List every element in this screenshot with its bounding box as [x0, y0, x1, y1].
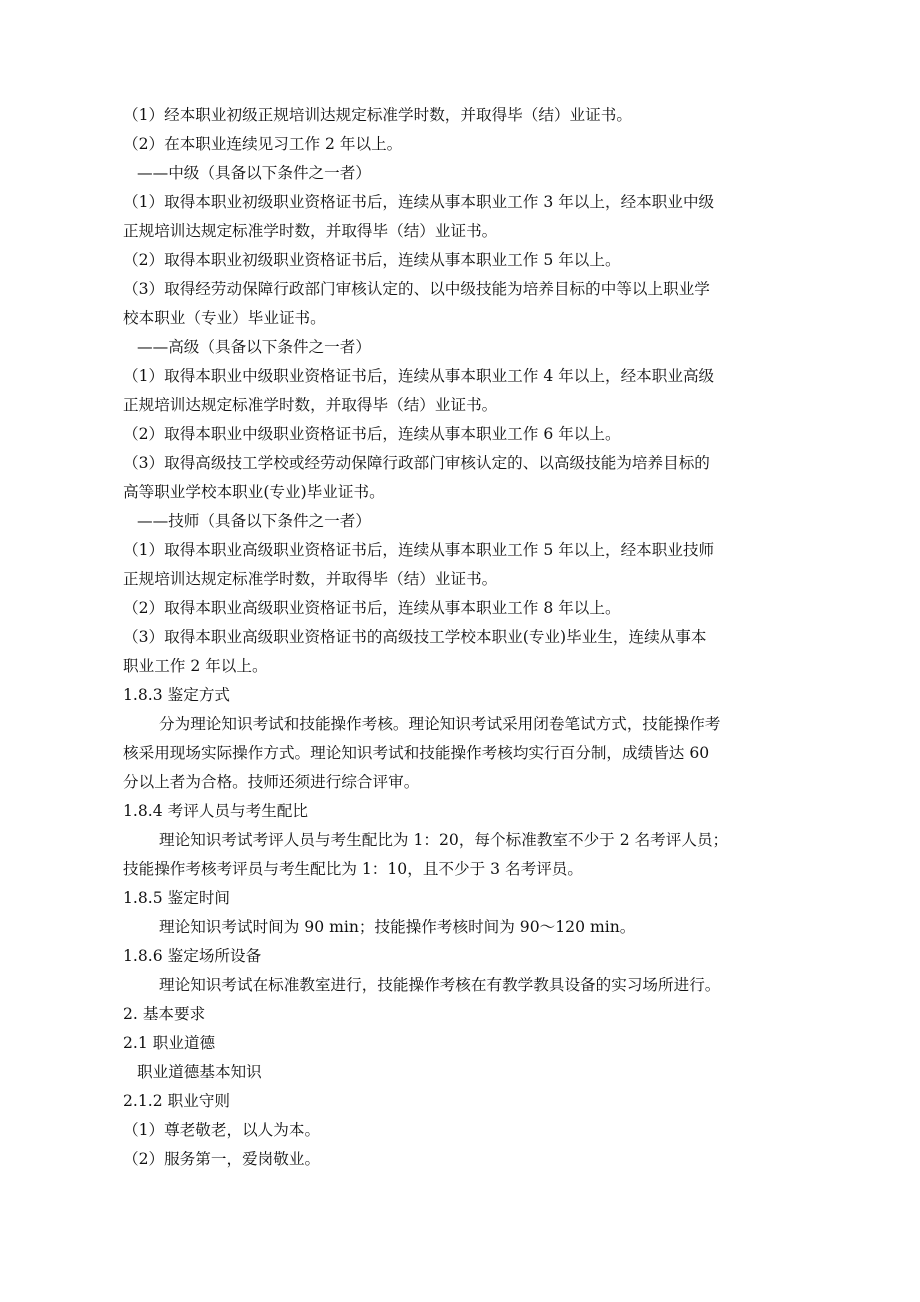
- section-heading-2-1: 2.1 职业道德: [123, 1034, 216, 1052]
- paragraph-line: 技能操作考核考评员与考生配比为 1：10，且不少于 3 名考评员。: [123, 860, 583, 878]
- paragraph-line: （1）经本职业初级正规培训达规定标准学时数，并取得毕（结）业证书。: [123, 106, 632, 124]
- paragraph-line: 正规培训达规定标准学时数，并取得毕（结）业证书。: [123, 396, 498, 414]
- paragraph-line: 理论知识考试在标准教室进行，技能操作考核在有教学教具设备的实习场所进行。: [159, 976, 721, 994]
- paragraph-line: 理论知识考试时间为 90 min；技能操作考核时间为 90～120 min。: [159, 918, 636, 936]
- paragraph-line: 校本职业（专业）毕业证书。: [123, 309, 326, 327]
- paragraph-line: 正规培训达规定标准学时数，并取得毕（结）业证书。: [123, 222, 498, 240]
- paragraph-line: 正规培训达规定标准学时数，并取得毕（结）业证书。: [123, 570, 498, 588]
- section-heading-2: 2. 基本要求: [123, 1005, 206, 1023]
- paragraph-line: 核采用现场实际操作方式。理论知识考试和技能操作考核均实行百分制，成绩皆达 60: [123, 744, 710, 762]
- subsection-title-ethics-basics: 职业道德基本知识: [137, 1063, 262, 1081]
- paragraph-line: （2）服务第一，爱岗敬业。: [123, 1150, 321, 1168]
- paragraph-line: 理论知识考试考评人员与考生配比为 1：20，每个标准教室不少于 2 名考评人员；: [159, 831, 729, 849]
- paragraph-line: 高等职业学校本职业(专业)毕业证书。: [123, 483, 385, 501]
- paragraph-line: 分为理论知识考试和技能操作考核。理论知识考试采用闭卷笔试方式，技能操作考: [159, 715, 721, 733]
- subsection-title-intermediate: ——中级（具备以下条件之一者）: [137, 164, 371, 182]
- section-heading-2-1-2: 2.1.2 职业守则: [123, 1092, 231, 1110]
- paragraph-line: （3）取得高级技工学校或经劳动保障行政部门审核认定的、以高级技能为培养目标的: [123, 454, 710, 472]
- paragraph-line: （1）取得本职业初级职业资格证书后，连续从事本职业工作 3 年以上，经本职业中级: [123, 193, 715, 211]
- section-heading-1-8-4: 1.8.4 考评人员与考生配比: [123, 802, 308, 820]
- paragraph-line: （2）取得本职业中级职业资格证书后，连续从事本职业工作 6 年以上。: [123, 425, 621, 443]
- subsection-title-technician: ——技师（具备以下条件之一者）: [137, 512, 371, 530]
- paragraph-line: （2）取得本职业初级职业资格证书后，连续从事本职业工作 5 年以上。: [123, 251, 621, 269]
- paragraph-line: （1）尊老敬老，以人为本。: [123, 1121, 321, 1139]
- paragraph-line: （2）在本职业连续见习工作 2 年以上。: [123, 135, 403, 153]
- paragraph-line: （2）取得本职业高级职业资格证书后，连续从事本职业工作 8 年以上。: [123, 599, 621, 617]
- section-heading-1-8-5: 1.8.5 鉴定时间: [123, 889, 231, 907]
- paragraph-line: （1）取得本职业高级职业资格证书后，连续从事本职业工作 5 年以上，经本职业技师: [123, 541, 715, 559]
- paragraph-line: 职业工作 2 年以上。: [123, 657, 268, 675]
- subsection-title-advanced: ——高级（具备以下条件之一者）: [137, 338, 371, 356]
- paragraph-line: 分以上者为合格。技师还须进行综合评审。: [123, 773, 420, 791]
- paragraph-line: （3）取得经劳动保障行政部门审核认定的、以中级技能为培养目标的中等以上职业学: [123, 280, 710, 298]
- section-heading-1-8-3: 1.8.3 鉴定方式: [123, 686, 231, 704]
- paragraph-line: （1）取得本职业中级职业资格证书后，连续从事本职业工作 4 年以上，经本职业高级: [123, 367, 715, 385]
- document-page: [123, 101, 803, 1174]
- section-heading-1-8-6: 1.8.6 鉴定场所设备: [123, 947, 262, 965]
- paragraph-line: （3）取得本职业高级职业资格证书的高级技工学校本职业(专业)毕业生，连续从事本: [123, 628, 707, 646]
